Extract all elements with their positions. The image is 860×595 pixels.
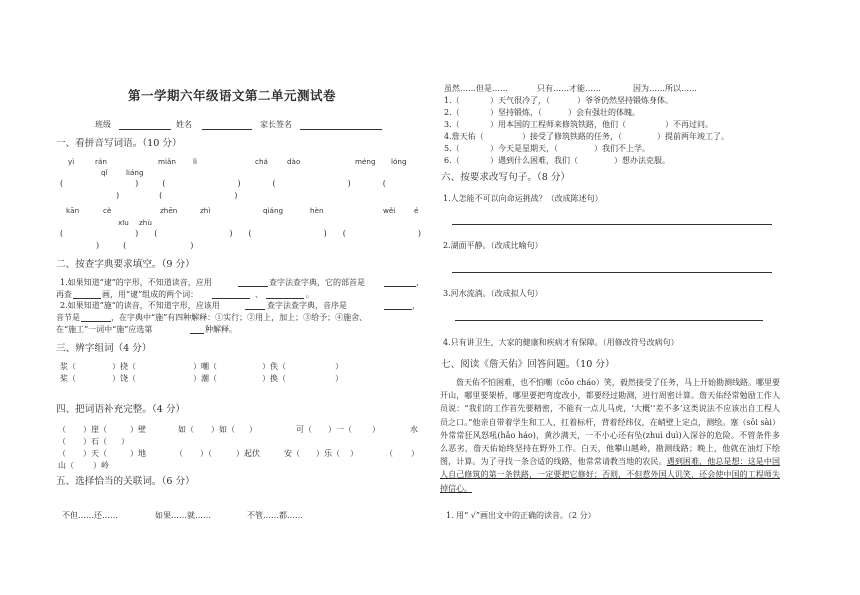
s3-cell: ）: [335, 374, 343, 383]
s3-cell: ）佚（: [262, 362, 286, 371]
parent-label: 家长签名: [260, 120, 292, 129]
conjunction-option: 只有……才能……: [537, 84, 601, 93]
s3-cell: ）饶（: [112, 374, 136, 383]
blank[interactable]: [384, 309, 412, 310]
s4-heading: 四、把词语补充完整。（4 分）: [56, 404, 186, 415]
s2-line1c: ，: [416, 278, 424, 287]
s4-cell: ）一（: [328, 425, 352, 434]
blank[interactable]: [245, 309, 265, 310]
conjunction-option: 因为……所以……: [633, 84, 697, 93]
s2-line1b: 查字法查字典，它的部首是: [269, 278, 365, 287]
s7-question: 1. 用“ √”画出文中的正确的读音。（2 分）: [446, 511, 596, 520]
s4-cell: 水: [410, 425, 418, 434]
pinyin: lì: [193, 157, 197, 166]
s7-heading: 七、阅读《詹天佑》回答问题。（10 分）: [441, 359, 615, 370]
passage-underlined: 遇到困难，他总是想：这是中国人自己修筑的第一条铁路，一定要把它修好；否则，不但惹外国人讥笑，还会使中国的工程师失掉信心。: [440, 457, 781, 493]
s4-cell: （: [58, 449, 66, 458]
s4-cell: ）乐（: [316, 449, 340, 458]
s3-heading: 三、辨字组词（4 分）: [56, 343, 152, 354]
s5-item: ）坚持锻炼，（: [490, 108, 542, 117]
s4-cell: （: [58, 437, 66, 446]
s4-cell: 山（: [58, 461, 74, 470]
s4-cell: ）天（: [83, 449, 107, 458]
s2-line3: 2.如果知道“施”的读音，不知道字形，应该用: [60, 301, 220, 310]
s5-item: ）天气很冷了，（: [490, 96, 550, 105]
s5-item: ）不再过问。: [665, 120, 713, 129]
s3-cell: ）挠（: [112, 362, 136, 371]
pinyin: hèn: [310, 206, 324, 215]
pinyin: é: [414, 206, 419, 215]
s5-item: ）提前两年竣工了。: [657, 132, 729, 141]
s5-item: 5.（: [444, 144, 460, 153]
s5-item: ）今天是星期天，（: [490, 144, 558, 153]
s5-item: ）遇到什么困难，我们（: [490, 156, 578, 165]
s4-cell: ）: [121, 437, 129, 446]
s4-cell: ）壁: [130, 425, 146, 434]
s4-cell: （: [175, 449, 183, 458]
s4-cell: （: [385, 449, 393, 458]
blank[interactable]: [266, 298, 304, 299]
answer-line[interactable]: [452, 272, 772, 273]
s5-item: ）用本国的工程师来修筑铁路，他们（: [490, 120, 626, 129]
conjunction-option: 不但……还……: [62, 511, 118, 520]
s4-cell: ）岭: [93, 461, 109, 470]
s4-cell: 可（: [296, 425, 312, 434]
s4-cell: ）崖（: [83, 425, 107, 434]
s3-cell: ）潮（: [193, 374, 217, 383]
s6-heading: 六、按要求改写句子。（8 分）: [441, 172, 571, 183]
passage-text: 詹天佑不怕困难，也不怕嘲（cōo cháo）笑，毅然接受了任务，马上开始勘测线路。哪里要开山，哪里要架桥，哪里要把弯度改小，都要经过勘测，进行周密计算。詹天佑经常勉励工作人员说：“我们的工作首先要精密，不能有一点儿马虎，‘大概’‘差不多’这类说法不应该出自工程人员之口。”他亲自带着学生和工人，扛着标杆，背着经纬仪，在峭壁上定点，测绘。塞（sōi sài）外常常狂风怒吼(hǎo háo)，黄沙满天，一不小心还有坠(zhuì duì)入深谷的危险。不管条件多么恶劣，詹天佑始终坚持在野外工作。白天，他攀山越岭，勘测线路；晚上，他就在油灯下绘图，计算。为了寻找一条合适的线路，他常常请教当地的农民。: [440, 378, 780, 467]
s4-cell: ）（: [200, 449, 212, 458]
s5-item: ）想办法克服。: [614, 156, 670, 165]
s4-cell: ）起伏: [236, 449, 260, 458]
pinyin: zhēn: [160, 206, 178, 215]
pinyin: xīu: [118, 218, 129, 227]
s4-cell: ）如（: [211, 425, 235, 434]
s2-line2c: 、: [255, 290, 263, 299]
s2-line1: 1.如果知道“逮”的字形，不知道读音，应用: [60, 278, 212, 287]
answer-paren: ( ) ( ) ( ) ( ): [60, 229, 421, 238]
pinyin: cè: [103, 206, 112, 215]
pinyin: qǐ: [101, 168, 108, 177]
pinyin: kān: [66, 206, 80, 215]
pinyin: yì: [68, 157, 75, 166]
pinyin: chá: [255, 157, 268, 166]
class-label: 班级: [95, 120, 111, 129]
s5-item: ）我们不上学。: [594, 144, 650, 153]
s5-item: ）爷爷仍然坚持锻炼身体。: [577, 96, 673, 105]
class-field[interactable]: [119, 129, 171, 130]
s5-item: 3.（: [444, 120, 460, 129]
s5-item: 2.（: [444, 108, 460, 117]
conjunction-option: 虽然……但是……: [444, 84, 508, 93]
answer-paren: ( ) ( ) ( ) (: [60, 179, 386, 188]
s2-line5b: 种解释。: [205, 325, 237, 334]
s6-question: 2.湖面平静。（改成比喻句）: [443, 241, 543, 250]
s5-item: 1.（: [444, 96, 460, 105]
blank[interactable]: [384, 286, 416, 287]
s2-heading: 二、按查字典要求填空。（9 分）: [56, 259, 195, 270]
conjunction-option: 如果……就……: [155, 511, 211, 520]
pinyin: méng: [355, 157, 376, 166]
s2-line2d: 。: [306, 290, 314, 299]
pinyin: liáng: [126, 168, 144, 177]
s2-line2b: 画，用“逮”组成的两个词：: [102, 290, 199, 299]
s4-cell: ）地: [130, 449, 146, 458]
answer-paren: ) ( ): [116, 191, 238, 200]
pinyin: wěi: [383, 206, 396, 215]
answer-line[interactable]: [452, 224, 772, 225]
s5-item: 6.（: [444, 156, 460, 165]
s2-line4: 音节是: [56, 313, 80, 322]
blank[interactable]: [238, 286, 268, 287]
s6-question: 3.河水流淌。（改成拟人句）: [443, 289, 543, 298]
s4-cell: ）: [411, 449, 419, 458]
s1-heading: 一、看拼音写词语。（10 分）: [56, 138, 182, 149]
name-label: 姓名: [176, 120, 192, 129]
s5-heading: 五、选择恰当的关联词。（6 分）: [56, 476, 195, 487]
s2-line3c: ，: [412, 301, 420, 310]
blank[interactable]: [73, 298, 101, 299]
s3-cell: 桨（: [60, 374, 76, 383]
s4-cell: ）石（: [83, 437, 107, 446]
s3-cell: ）: [335, 362, 343, 371]
s3-cell: ）换（: [262, 374, 286, 383]
pinyin: miǎn: [158, 157, 176, 166]
pinyin: lóng: [391, 157, 407, 166]
blank[interactable]: [212, 298, 250, 299]
pinyin: dào: [287, 157, 301, 166]
s3-cell: ）嘲（: [193, 362, 217, 371]
reading-passage: [440, 376, 780, 495]
s5-item: ）接受了修筑铁路的任务，（: [522, 132, 622, 141]
pinyin: qiáng: [263, 206, 284, 215]
s3-cell: 浆（: [60, 362, 76, 371]
answer-line[interactable]: [455, 320, 763, 321]
s4-cell: ）: [249, 425, 257, 434]
s4-cell: ）: [350, 449, 358, 458]
s4-cell: ）: [372, 425, 380, 434]
s5-item: ）会有强壮的体魄。: [568, 108, 640, 117]
answer-paren: ) ( ): [96, 241, 194, 250]
s6-question: 1.人怎能不可以向命运挑战？（改成陈述句）: [443, 194, 603, 203]
pinyin: zhì: [200, 206, 211, 215]
s5-item: 4.詹天佑（: [444, 132, 484, 141]
conjunction-option: 不管……都……: [247, 511, 303, 520]
parent-field[interactable]: [300, 129, 382, 130]
s2-line2: 再查: [56, 290, 72, 299]
blank[interactable]: [81, 321, 111, 322]
s4-cell: 安（: [284, 449, 300, 458]
blank[interactable]: [190, 333, 204, 334]
s4-cell: 如（: [178, 425, 194, 434]
pinyin: zhù: [139, 218, 152, 227]
s2-line3b: 查字法查字典，音序是: [267, 301, 347, 310]
name-field[interactable]: [202, 129, 252, 130]
s4-cell: （: [58, 425, 66, 434]
s6-question: 4.只有讲卫生，大家的健康和疾病才有保障。（用修改符号改病句）: [443, 338, 679, 347]
s2-line5: 在“施工”一词中“施”应选第: [56, 325, 153, 334]
exam-title: 第一学期六年级语文第二单元测试卷: [128, 88, 337, 103]
s2-line4b: ，在字典中“施”有四种解释：①实行；②用上，加上；③给予；④施舍、: [111, 313, 368, 322]
pinyin: rán: [95, 157, 107, 166]
